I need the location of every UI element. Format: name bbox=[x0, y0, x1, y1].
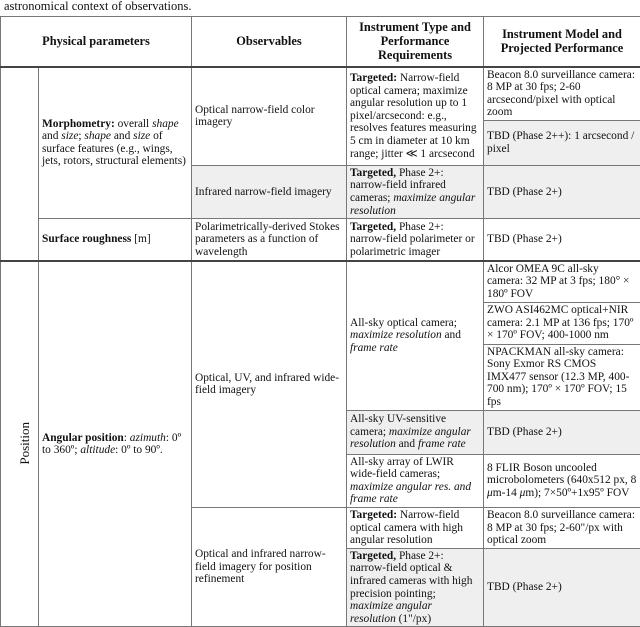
type-optical-narrow: Targeted: Narrow-field optical camera; maximize angular resolution up to 1 pixel/arcsecond: e.g., resolves features measuring 5 cm in diameter at 10 km range; jitter ≪ 1 arcsecond bbox=[347, 67, 484, 166]
category-appearance bbox=[1, 67, 39, 261]
model-npackman: NPACKMAN all-sky camera: Sony Exmor RS CMOS IMX477 sensor (12.3 MP, 400-700 nm); 170º × 170º FOV; 15 fps bbox=[484, 344, 640, 410]
model-ir-tbd: TBD (Phase 2+) bbox=[484, 165, 640, 218]
obs-wide-field: Optical, UV, and infrared wide-field imagery bbox=[192, 261, 347, 508]
model-narrow-tbd: TBD (Phase 2+) bbox=[484, 548, 640, 627]
model-beacon-2: Beacon 8.0 surveillance camera: 8 MP at 30 fps; 2-60"/px with optical zoom bbox=[484, 507, 640, 548]
model-uv-tbd: TBD (Phase 2+) bbox=[484, 410, 640, 454]
obs-narrow-refinement: Optical and infrared narrow-field imagery for position refinement bbox=[192, 507, 347, 627]
header-instrument-type: Instrument Type and Performance Requirements bbox=[347, 17, 484, 67]
type-allsky-uv: All-sky UV-sensitive camera; maximize angular resolution and frame rate bbox=[347, 410, 484, 454]
type-polarimeter: Targeted, Phase 2+: narrow-field polarimeter or polarimetric imager bbox=[347, 219, 484, 261]
model-flir-boson: 8 FLIR Boson uncooled microbolometers (640x512 px, 8 μm-14 μm); 7×50º+1x95º FOV bbox=[484, 454, 640, 507]
table-row bbox=[1, 67, 640, 121]
header-physical-parameters: Physical parameters bbox=[1, 17, 192, 67]
type-infrared-narrow: Targeted, Phase 2+: narrow-field infrared cameras; maximize angular resolution bbox=[347, 165, 484, 218]
model-zwo-asi462mc: ZWO ASI462MC optical+NIR camera: 2.1 MP at 136 fps; 170º × 170º FOV; 400-1000 nm bbox=[484, 302, 640, 344]
obs-polarimetric: Polarimetrically-derived Stokes parameters as a function of wavelength bbox=[192, 219, 347, 261]
model-polar-tbd: TBD (Phase 2+) bbox=[484, 219, 640, 261]
observations-table bbox=[0, 16, 640, 627]
type-lwir: All-sky array of LWIR wide-field cameras; maximize angular res. and frame rate bbox=[347, 454, 484, 507]
obs-infrared-narrow: Infrared narrow-field imagery bbox=[192, 165, 347, 218]
table-row bbox=[1, 261, 640, 302]
param-morphometry: Morphometry: overall shape and size; shape and size of surface features (e.g., wings, jets, rotors, structural elements) bbox=[39, 67, 192, 219]
param-angular-position: Angular position: azimuth: 0º to 360º; altitude: 0º to 90º. bbox=[39, 261, 192, 627]
type-narrow-optical-ir: Targeted, Phase 2+: narrow-field optical & infrared cameras with high precision pointing; maximize angular resolution (1"/px) bbox=[347, 548, 484, 627]
table-row bbox=[1, 219, 640, 261]
header-row bbox=[1, 17, 640, 67]
table-caption: astronomical context of observations. bbox=[0, 0, 640, 16]
category-position: Position bbox=[1, 261, 39, 627]
model-beacon-1: Beacon 8.0 surveillance camera: 8 MP at 30 fps; 2-60 arcsecond/pixel with optical zoom bbox=[484, 67, 640, 121]
model-tbd-phase2pp: TBD (Phase 2++): 1 arcsecond / pixel bbox=[484, 120, 640, 165]
header-instrument-model: Instrument Model and Projected Performance bbox=[484, 17, 640, 67]
obs-optical-narrow: Optical narrow-field color imagery bbox=[192, 67, 347, 166]
model-alcor-omea: Alcor OMEA 9C all-sky camera: 32 MP at 3 fps; 180° × 180º FOV bbox=[484, 261, 640, 302]
header-observables: Observables bbox=[192, 17, 347, 67]
param-surface-roughness: Surface roughness [m] bbox=[39, 219, 192, 261]
type-narrow-optical-high-res: Targeted: Narrow-field optical camera with high angular resolution bbox=[347, 507, 484, 548]
type-allsky-optical: All-sky optical camera; maximize resolution and frame rate bbox=[347, 261, 484, 410]
